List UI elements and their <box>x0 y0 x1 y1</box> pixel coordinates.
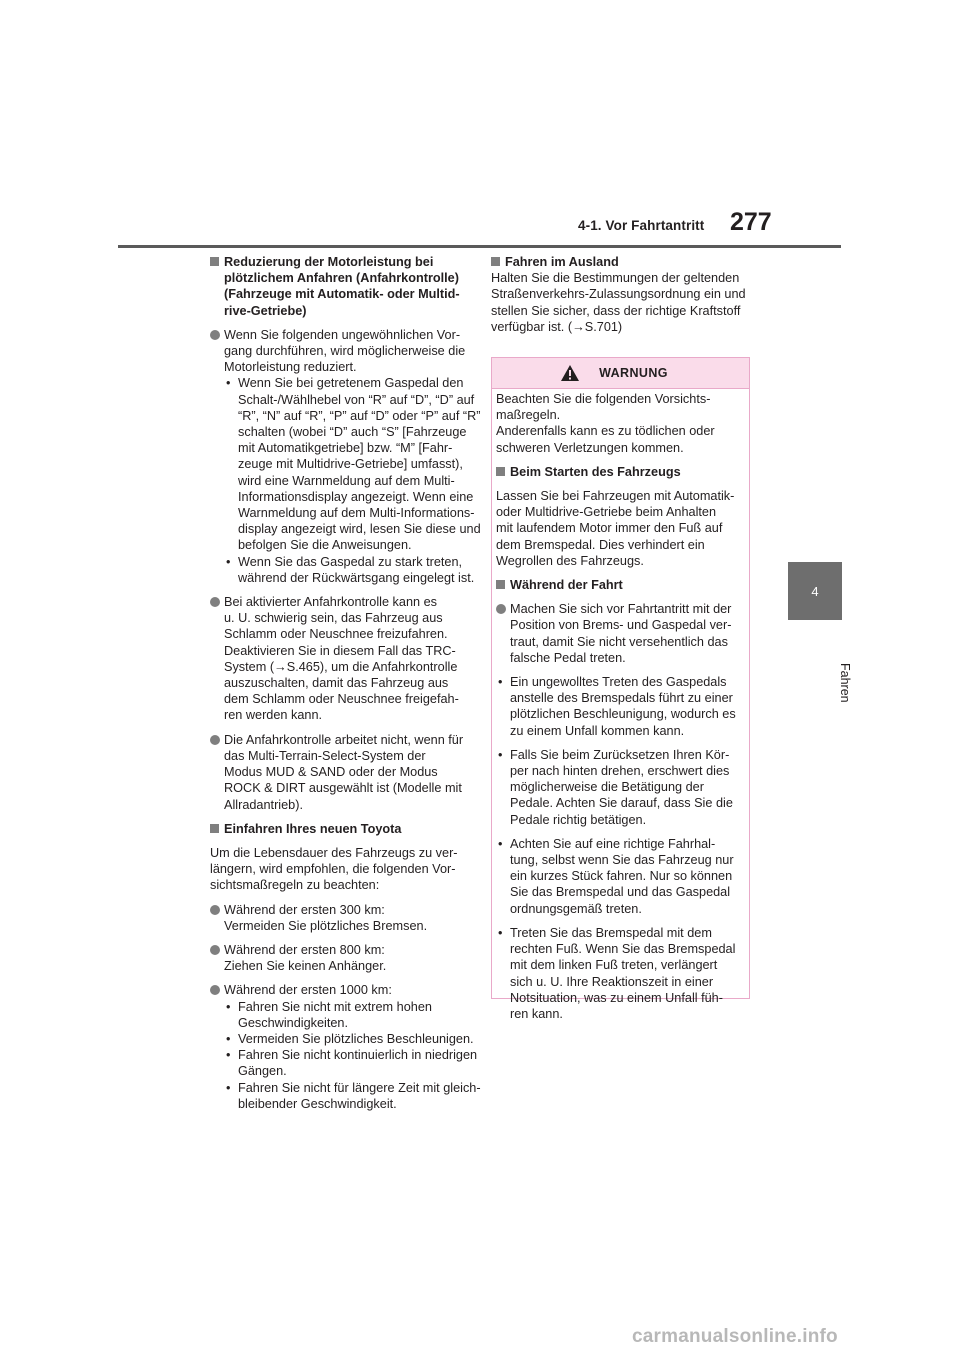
text-line: ordnungsgemäß treten. <box>510 901 642 916</box>
text-line: bleibender Geschwindigkeit. <box>238 1096 397 1111</box>
text-line: mit laufendem Motor immer den Fuß auf <box>496 521 723 536</box>
square-bullet-icon <box>496 580 505 589</box>
bullet-item: • Vermeiden Sie plötzliches Beschleunigen. <box>226 1031 474 1046</box>
text-line: System (→S.465), um die Anfahrkontrolle <box>224 659 458 674</box>
circle-item <box>210 982 481 1112</box>
circle-bullet-icon <box>210 597 220 607</box>
text-line: Deaktivieren Sie in diesem Fall das TRC- <box>224 643 456 658</box>
square-bullet-icon <box>491 257 500 266</box>
paragraph <box>496 391 746 456</box>
text-line: ein kurzes Stück fahren. Nur so können <box>510 869 733 884</box>
text-line: ren werden kann. <box>224 708 323 723</box>
circle-bullet-icon <box>210 905 220 915</box>
text-line: dem Bremspedal. Dies verhindert ein <box>496 537 705 552</box>
text-line: Machen Sie sich vor Fahrtantritt mit der <box>510 602 732 617</box>
text-line: (Fahrzeuge mit Automatik- oder Multid- <box>224 287 460 302</box>
right-column <box>491 254 751 343</box>
text-line: anstelle des Bremspedals führt zu einer <box>510 691 733 706</box>
text-line: wird eine Warnmeldung auf dem Multi- <box>238 473 455 488</box>
square-bullet-icon <box>496 467 505 476</box>
text-line: Notsituation, was zu einem Unfall füh- <box>510 990 723 1005</box>
text-line: mit dem linken Fuß treten, verlängert <box>510 958 718 973</box>
warning-subheading <box>496 464 746 480</box>
text-line: “R”, “N” auf “R”, “P” auf “D” oder “P” auf “R” <box>238 408 481 423</box>
text-line: Motorleistung reduziert. <box>224 360 357 375</box>
text-line: längern, wird empfohlen, die folgenden Vor- <box>210 862 456 877</box>
circle-bullet-icon <box>210 985 220 995</box>
text-line: befolgen Sie die Anweisungen. <box>238 538 412 553</box>
paragraph <box>491 270 751 335</box>
text-line: Lassen Sie bei Fahrzeugen mit Automatik- <box>496 489 735 504</box>
warning-subheading <box>496 577 746 593</box>
header-rule <box>118 245 841 248</box>
text-line: Während der ersten 300 km: <box>224 902 385 917</box>
paragraph <box>496 488 746 569</box>
text-line: Während der Fahrt <box>510 578 623 593</box>
text-line: Während der ersten 800 km: <box>224 942 385 957</box>
square-bullet-icon <box>210 257 219 266</box>
bullet-item: • Wenn Sie bei getretenem Gaspedal den Schalt-/Wählhebel von “R” auf “D”, “D” auf “R”, “N” auf “R”, “P” auf “D” oder “P” auf “R” schalten (wobei “D” auch “S” [Fahrzeuge mit Automatikgetriebe] bzw. “M” [Fahr- zeuge mit Multidrive-Getriebe] umfasst), wird eine Warnmeldung auf dem Multi- Informationsdisplay angezeigt. Wenn eine Warnmeldung auf dem Multi-Informations- display angezeigt wird, lesen Sie diese und befolgen Sie die Anweisungen. <box>226 376 481 553</box>
text-line: display angezeigt wird, lesen Sie diese und <box>238 522 481 537</box>
circle-bullet-icon <box>210 945 220 955</box>
text-line: Fahren Sie nicht für längere Zeit mit gleich- <box>238 1080 481 1095</box>
text-line: Halten Sie die Bestimmungen der geltenden <box>491 271 740 286</box>
text-line: Pedale. Achten Sie darauf, dass Sie die <box>510 796 733 811</box>
text-line: Pedale richtig betätigen. <box>510 812 647 827</box>
text-line: rechten Fuß. Wenn Sie das Bremspedal <box>510 942 736 957</box>
text-line: Ziehen Sie keinen Anhänger. <box>224 959 387 974</box>
bullet-item: • Falls Sie beim Zurücksetzen Ihren Kör- per nach hinten drehen, erschwert dies möglicherweise die Betätigung der Pedale. Achten Sie darauf, dass Sie die Pedale richtig betätigen. <box>496 747 746 828</box>
text-line: plötzlichen Beschleunigung, wodurch es <box>510 707 736 722</box>
text-line: auszuschalten, damit das Fahrzeug aus <box>224 676 449 691</box>
section-heading <box>210 821 468 837</box>
warning-triangle-icon <box>560 364 580 382</box>
text-line: oder Multidrive-Getriebe beim Anhalten <box>496 505 717 520</box>
text-line: tung, selbst wenn Sie das Fahrzeug nur <box>510 853 734 868</box>
text-line: Warnmeldung auf dem Multi-Informations- <box>238 506 475 521</box>
text-line: Anderenfalls kann es zu tödlichen oder <box>496 424 715 439</box>
text-line: Straßenverkehrs-Zulassungsordnung ein und <box>491 287 746 302</box>
section-heading <box>210 254 468 319</box>
warning-title: WARNUNG <box>599 366 668 380</box>
text-line: mit Automatikgetriebe] bzw. “M” [Fahr- <box>238 441 453 456</box>
square-bullet-icon <box>210 824 219 833</box>
bullet-item: • Ein ungewolltes Treten des Gaspedals anstelle des Bremspedals führt zu einer plötzlichen Beschleunigung, wodurch es zu einem Unfall kommen kann. <box>496 674 746 739</box>
text-line: dem Schlamm oder Neuschnee freigefah- <box>224 692 459 707</box>
text-line: Position von Brems- und Gaspedal ver- <box>510 618 732 633</box>
warning-body <box>496 391 746 1022</box>
text-line: sichtsmaßregeln zu beachten: <box>210 878 380 893</box>
text-line: Wenn Sie das Gaspedal zu stark treten, <box>238 554 463 569</box>
left-column <box>210 254 481 1120</box>
text-line: Achten Sie auf eine richtige Fahrhal- <box>510 836 716 851</box>
paragraph <box>210 845 468 894</box>
bullet-item: • Fahren Sie nicht kontinuierlich in niedrigen Gängen. <box>226 1048 478 1079</box>
text-line: ROCK & DIRT ausgewählt ist (Modelle mit <box>224 781 462 796</box>
text-line: zu einem Unfall kommen kann. <box>510 723 685 738</box>
warning-header <box>492 358 749 389</box>
chapter-tab[interactable]: 4 <box>788 562 842 620</box>
circle-bullet-icon <box>210 330 220 340</box>
text-line: maßregeln. <box>496 408 561 423</box>
bullet-item: • Treten Sie das Bremspedal mit dem rechten Fuß. Wenn Sie das Bremspedal mit dem linken Fuß treten, verlängert sich u. U. Ihre Reaktionszeit in einer Notsituation, was zu einem Unfall füh- ren kann. <box>496 925 746 1022</box>
text-line: per nach hinten drehen, erschwert dies <box>510 764 730 779</box>
text-line: Um die Lebensdauer des Fahrzeugs zu ver- <box>210 845 458 860</box>
page-number: 277 <box>730 208 772 236</box>
circle-item <box>210 902 468 934</box>
circle-item <box>210 327 481 586</box>
text-line: Allradantrieb). <box>224 797 303 812</box>
text-line: während der Rückwärtsgang eingelegt ist. <box>238 570 475 585</box>
text-line: Beim Starten des Fahrzeugs <box>510 464 681 479</box>
text-line: rive-Getriebe) <box>224 303 307 318</box>
circle-item <box>210 732 468 813</box>
text-line: u. U. schwierig sein, das Fahrzeug aus <box>224 611 443 626</box>
text-line: Einfahren Ihres neuen Toyota <box>224 821 402 836</box>
text-line: das Multi-Terrain-Select-System der <box>224 748 426 763</box>
text-line: Die Anfahrkontrolle arbeitet nicht, wenn für <box>224 732 464 747</box>
text-line: traut, damit Sie nicht versehentlich das <box>510 634 728 649</box>
warning-box <box>491 357 750 1021</box>
text-line: Fahren Sie nicht mit extrem hohen <box>238 999 432 1014</box>
circle-item <box>210 942 468 974</box>
text-line: falsche Pedal treten. <box>510 650 626 665</box>
circle-bullet-icon <box>496 604 506 614</box>
bullet-item: • Fahren Sie nicht mit extrem hohen Geschwindigkeiten. <box>224 999 468 1031</box>
text-line: Wegrollen des Fahrzeugs. <box>496 553 644 568</box>
bullet-item: • Fahren Sie nicht für längere Zeit mit gleich- bleibender Geschwindigkeit. <box>226 1080 481 1111</box>
text-line: Vermeiden Sie plötzliches Beschleunigen. <box>238 1031 474 1046</box>
circle-bullet-icon <box>210 735 220 745</box>
text-line: Modus MUD & SAND oder der Modus <box>224 765 438 780</box>
circle-item <box>496 601 746 666</box>
text-line: Bei aktivierter Anfahrkontrolle kann es <box>224 595 437 610</box>
text-line: Beachten Sie die folgenden Vorsichts- <box>496 392 711 406</box>
text-line: Sie das Bremspedal und das Gaspedal <box>510 885 731 900</box>
text-line: Schlamm oder Neuschnee freizufahren. <box>224 627 448 642</box>
bullet-item: • Achten Sie auf eine richtige Fahrhal- tung, selbst wenn Sie das Fahrzeug nur ein kurzes Stück fahren. Nur so können Sie das Bremspedal und das Gaspedal ordnungsgemäß treten. <box>496 836 746 917</box>
bullet-item: • Wenn Sie das Gaspedal zu stark treten, während der Rückwärtsgang eingelegt ist. <box>226 554 475 585</box>
text-line: Geschwindigkeiten. <box>238 1015 349 1030</box>
text-line: Während der ersten 1000 km: <box>224 983 392 998</box>
text-line: gang durchführen, wird möglicherweise die <box>224 344 466 359</box>
text-line: Falls Sie beim Zurücksetzen Ihren Kör- <box>510 747 730 762</box>
text-line: Wenn Sie folgenden ungewöhnlichen Vor- <box>224 327 461 342</box>
text-line: sich u. U. Ihre Reaktionszeit in einer <box>510 974 714 989</box>
text-line: möglicherweise die Betätigung der <box>510 780 704 795</box>
section-title: 4-1. Vor Fahrtantritt <box>578 218 705 233</box>
section-heading <box>491 254 751 270</box>
text-line: schalten (wobei “D” auch “S” [Fahrzeuge <box>238 425 467 440</box>
text-line: Wenn Sie bei getretenem Gaspedal den <box>238 376 464 391</box>
text-line: ren kann. <box>510 1006 563 1021</box>
text-line: stellen Sie sicher, dass der richtige Kraftstoff <box>491 303 741 318</box>
text-line: Ein ungewolltes Treten des Gaspedals <box>510 675 727 690</box>
text-line: Fahren Sie nicht kontinuierlich in niedrigen <box>238 1048 478 1063</box>
text-line: Schalt-/Wählhebel von “R” auf “D”, “D” auf <box>238 392 475 407</box>
text-line: Informationsdisplay angezeigt. Wenn eine <box>238 489 474 504</box>
text-line: Vermeiden Sie plötzliches Bremsen. <box>224 918 428 933</box>
text-line: schweren Verletzungen kommen. <box>496 440 684 455</box>
text-line: Fahren im Ausland <box>505 255 619 269</box>
text-line: plötzlichem Anfahren (Anfahrkontrolle) <box>224 271 459 286</box>
chapter-label: Fahren <box>838 663 852 703</box>
text-line: Reduzierung der Motorleistung bei <box>224 255 434 269</box>
text-line: verfügbar ist. (→S.701) <box>491 319 623 334</box>
circle-item <box>210 594 468 724</box>
text-line: zeuge mit Multidrive-Getriebe] umfasst), <box>238 457 463 472</box>
watermark[interactable]: carmanualsonline.info <box>632 1326 838 1347</box>
text-line: Gängen. <box>238 1064 287 1079</box>
text-line: Treten Sie das Bremspedal mit dem <box>510 925 712 940</box>
